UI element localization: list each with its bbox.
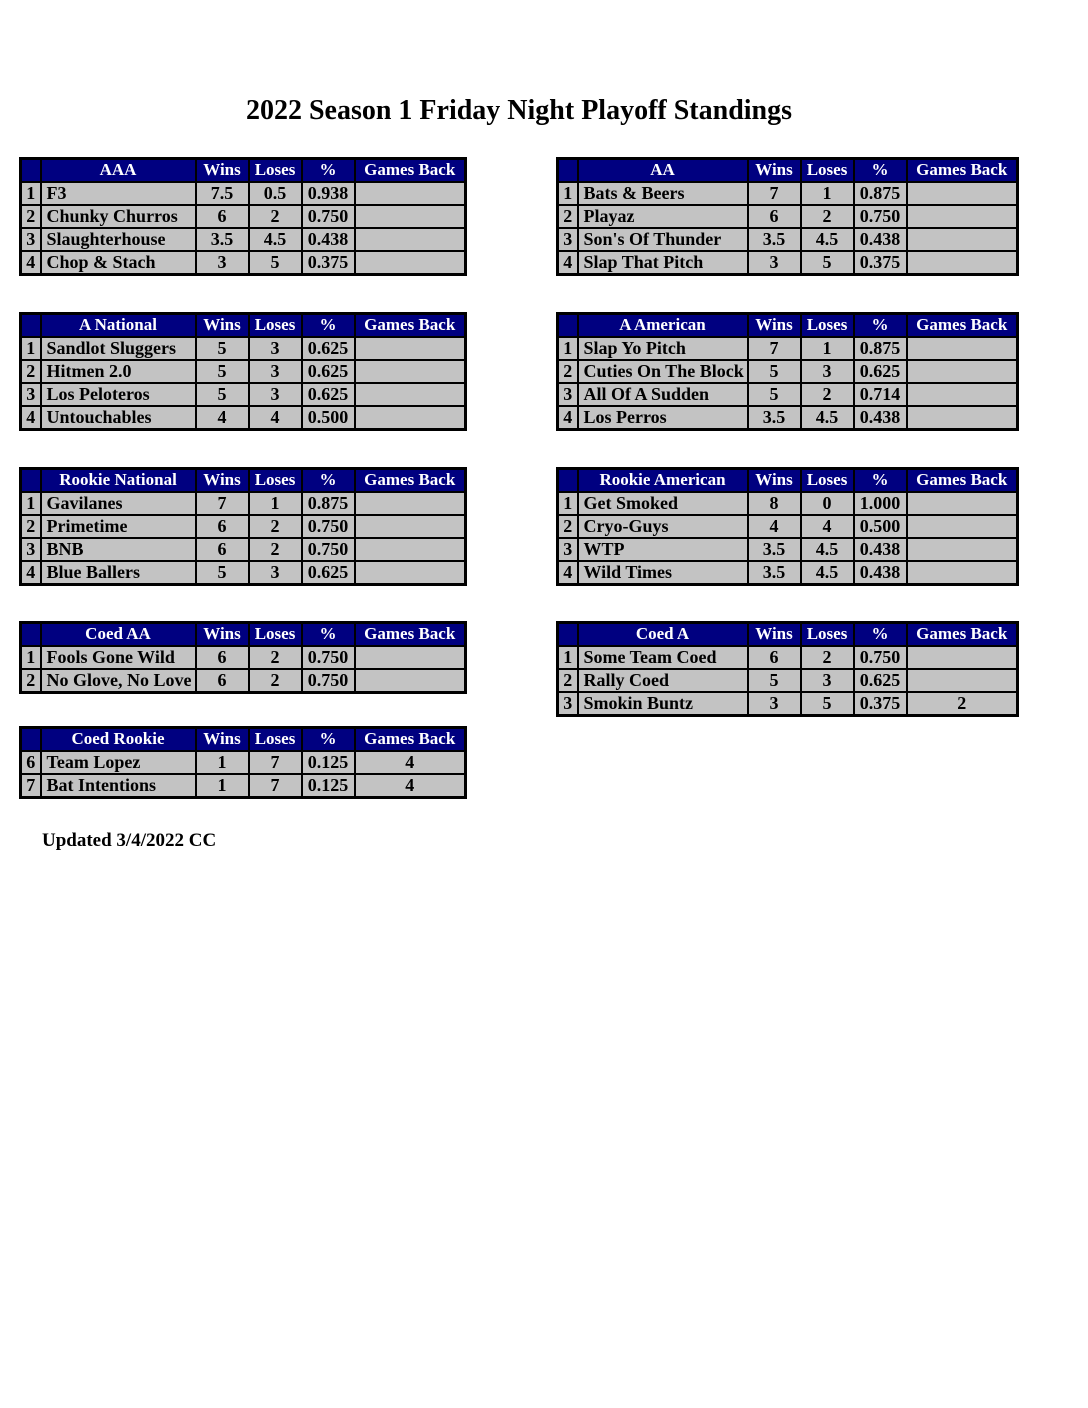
- loses-cell: 3: [801, 669, 854, 692]
- wins-cell: 7: [748, 337, 801, 360]
- games-back-cell: [907, 646, 1018, 669]
- table-row: [558, 669, 1018, 692]
- wins-cell: 5: [748, 360, 801, 383]
- standings-table-rookie-national: [19, 467, 467, 586]
- pct-cell: 0.750: [302, 515, 355, 538]
- games-back-cell: [355, 669, 466, 693]
- pct-cell: 0.375: [854, 692, 907, 716]
- table-row: [21, 205, 466, 228]
- pct-cell: 0.714: [854, 383, 907, 406]
- column-header-gb: Games Back: [355, 623, 466, 646]
- table-row: [21, 492, 466, 515]
- pct-cell: 0.500: [854, 515, 907, 538]
- table-row: [21, 182, 466, 205]
- table-row: [558, 182, 1018, 205]
- wins-cell: 3.5: [196, 228, 249, 251]
- loses-cell: 2: [249, 205, 302, 228]
- rank-cell: 3: [558, 383, 578, 406]
- rank-cell: 1: [558, 337, 578, 360]
- team-name-cell: Cryo-Guys: [578, 515, 748, 538]
- column-header-gb: Games Back: [355, 159, 466, 182]
- wins-cell: 3: [196, 251, 249, 275]
- team-name-cell: Sandlot Sluggers: [41, 337, 196, 360]
- games-back-cell: [355, 515, 466, 538]
- rank-cell: 4: [558, 251, 578, 275]
- loses-cell: 2: [801, 646, 854, 669]
- column-header-pct: %: [854, 159, 907, 182]
- standings-table-aa: [556, 157, 1019, 276]
- games-back-cell: [355, 561, 466, 585]
- wins-cell: 5: [196, 337, 249, 360]
- rank-cell: 1: [558, 182, 578, 205]
- rank-cell: 1: [21, 337, 41, 360]
- loses-cell: 7: [249, 774, 302, 798]
- team-name-cell: All Of A Sudden: [578, 383, 748, 406]
- rank-cell: 1: [21, 646, 41, 669]
- division-title: A American: [578, 314, 748, 337]
- games-back-cell: [355, 337, 466, 360]
- games-back-cell: [907, 251, 1018, 275]
- column-header-gb: Games Back: [907, 469, 1018, 492]
- team-name-cell: Son's Of Thunder: [578, 228, 748, 251]
- loses-cell: 4.5: [801, 228, 854, 251]
- loses-cell: 2: [249, 646, 302, 669]
- games-back-cell: [907, 561, 1018, 585]
- table-row: [558, 360, 1018, 383]
- division-title: A National: [41, 314, 196, 337]
- loses-cell: 7: [249, 751, 302, 774]
- column-header-gb: Games Back: [355, 728, 466, 751]
- rank-cell: 4: [558, 406, 578, 430]
- column-header-wins: Wins: [748, 469, 801, 492]
- pct-cell: 0.750: [302, 669, 355, 693]
- rank-cell: 2: [558, 669, 578, 692]
- wins-cell: 6: [196, 646, 249, 669]
- column-header-wins: Wins: [196, 728, 249, 751]
- pct-cell: 0.750: [302, 538, 355, 561]
- pct-cell: 0.750: [302, 205, 355, 228]
- team-name-cell: Fools Gone Wild: [41, 646, 196, 669]
- pct-cell: 0.875: [854, 182, 907, 205]
- column-header-rank: [21, 469, 41, 492]
- column-header-wins: Wins: [196, 623, 249, 646]
- team-name-cell: Slap That Pitch: [578, 251, 748, 275]
- pct-cell: 0.125: [302, 751, 355, 774]
- update-note: Updated 3/4/2022 CC: [42, 830, 217, 851]
- team-name-cell: F3: [41, 182, 196, 205]
- column-header-rank: [558, 159, 578, 182]
- pct-cell: 0.750: [302, 646, 355, 669]
- column-header-pct: %: [302, 728, 355, 751]
- games-back-cell: 2: [907, 692, 1018, 716]
- loses-cell: 4.5: [249, 228, 302, 251]
- standings-table-a-national: [19, 312, 467, 431]
- games-back-cell: [907, 205, 1018, 228]
- column-header-loses: Loses: [249, 469, 302, 492]
- team-name-cell: Wild Times: [578, 561, 748, 585]
- table-row: [558, 492, 1018, 515]
- team-name-cell: Gavilanes: [41, 492, 196, 515]
- rank-cell: 1: [21, 492, 41, 515]
- rank-cell: 2: [21, 205, 41, 228]
- column-header-gb: Games Back: [907, 159, 1018, 182]
- pct-cell: 0.438: [854, 406, 907, 430]
- rank-cell: 1: [21, 182, 41, 205]
- wins-cell: 3.5: [748, 561, 801, 585]
- games-back-cell: [907, 538, 1018, 561]
- games-back-cell: [355, 205, 466, 228]
- team-name-cell: BNB: [41, 538, 196, 561]
- wins-cell: 3.5: [748, 228, 801, 251]
- table-row: [21, 251, 466, 275]
- loses-cell: 3: [249, 360, 302, 383]
- team-name-cell: Primetime: [41, 515, 196, 538]
- table-row: [21, 561, 466, 585]
- column-header-rank: [558, 469, 578, 492]
- column-header-loses: Loses: [801, 469, 854, 492]
- rank-cell: 2: [558, 515, 578, 538]
- games-back-cell: [907, 669, 1018, 692]
- pct-cell: 0.438: [854, 228, 907, 251]
- games-back-cell: [355, 251, 466, 275]
- column-header-loses: Loses: [801, 314, 854, 337]
- games-back-cell: [355, 492, 466, 515]
- loses-cell: 3: [249, 383, 302, 406]
- wins-cell: 6: [748, 646, 801, 669]
- games-back-cell: [355, 406, 466, 430]
- pct-cell: 0.375: [302, 251, 355, 275]
- wins-cell: 6: [196, 538, 249, 561]
- division-title: Rookie American: [578, 469, 748, 492]
- header-row: [21, 314, 466, 337]
- column-header-wins: Wins: [748, 159, 801, 182]
- team-name-cell: Some Team Coed: [578, 646, 748, 669]
- column-header-gb: Games Back: [355, 314, 466, 337]
- team-name-cell: Slaughterhouse: [41, 228, 196, 251]
- rank-cell: 3: [558, 692, 578, 716]
- wins-cell: 5: [748, 669, 801, 692]
- rank-cell: 4: [21, 561, 41, 585]
- column-header-wins: Wins: [748, 623, 801, 646]
- wins-cell: 4: [196, 406, 249, 430]
- division-title: AA: [578, 159, 748, 182]
- column-header-loses: Loses: [249, 159, 302, 182]
- loses-cell: 2: [249, 515, 302, 538]
- column-header-wins: Wins: [748, 314, 801, 337]
- rank-cell: 1: [558, 646, 578, 669]
- column-header-loses: Loses: [801, 623, 854, 646]
- header-row: [558, 469, 1018, 492]
- rank-cell: 4: [21, 406, 41, 430]
- pct-cell: 0.625: [302, 360, 355, 383]
- table-row: [21, 538, 466, 561]
- loses-cell: 5: [801, 692, 854, 716]
- column-header-wins: Wins: [196, 159, 249, 182]
- loses-cell: 5: [249, 251, 302, 275]
- table-row: [21, 228, 466, 251]
- team-name-cell: Cuties On The Block: [578, 360, 748, 383]
- wins-cell: 6: [196, 669, 249, 693]
- table-row: [558, 692, 1018, 716]
- rank-cell: 6: [21, 751, 41, 774]
- table-row: [21, 383, 466, 406]
- games-back-cell: [907, 182, 1018, 205]
- pct-cell: 1.000: [854, 492, 907, 515]
- loses-cell: 4.5: [801, 561, 854, 585]
- team-name-cell: Rally Coed: [578, 669, 748, 692]
- wins-cell: 3.5: [748, 406, 801, 430]
- table-row: [21, 646, 466, 669]
- pct-cell: 0.438: [302, 228, 355, 251]
- column-header-wins: Wins: [196, 469, 249, 492]
- rank-cell: 3: [21, 383, 41, 406]
- loses-cell: 2: [249, 669, 302, 693]
- pct-cell: 0.625: [854, 669, 907, 692]
- pct-cell: 0.875: [854, 337, 907, 360]
- column-header-gb: Games Back: [907, 314, 1018, 337]
- loses-cell: 1: [249, 492, 302, 515]
- loses-cell: 2: [801, 205, 854, 228]
- pct-cell: 0.625: [302, 383, 355, 406]
- column-header-pct: %: [854, 469, 907, 492]
- column-header-rank: [21, 314, 41, 337]
- column-header-loses: Loses: [249, 728, 302, 751]
- column-header-wins: Wins: [196, 314, 249, 337]
- pct-cell: 0.438: [854, 538, 907, 561]
- loses-cell: 4: [801, 515, 854, 538]
- games-back-cell: [355, 360, 466, 383]
- pct-cell: 0.625: [302, 337, 355, 360]
- rank-cell: 1: [558, 492, 578, 515]
- table-row: [558, 251, 1018, 275]
- column-header-rank: [558, 623, 578, 646]
- team-name-cell: Untouchables: [41, 406, 196, 430]
- header-row: [21, 623, 466, 646]
- column-header-pct: %: [302, 314, 355, 337]
- standings-table-a-american: [556, 312, 1019, 431]
- team-name-cell: Slap Yo Pitch: [578, 337, 748, 360]
- table-row: [21, 751, 466, 774]
- pct-cell: 0.125: [302, 774, 355, 798]
- wins-cell: 7: [748, 182, 801, 205]
- column-header-loses: Loses: [801, 159, 854, 182]
- pct-cell: 0.750: [854, 205, 907, 228]
- team-name-cell: Bats & Beers: [578, 182, 748, 205]
- page-title: 2022 Season 1 Friday Night Playoff Standings: [245, 95, 793, 126]
- division-title: Coed A: [578, 623, 748, 646]
- rank-cell: 2: [21, 515, 41, 538]
- wins-cell: 7: [196, 492, 249, 515]
- pct-cell: 0.625: [302, 561, 355, 585]
- column-header-gb: Games Back: [355, 469, 466, 492]
- loses-cell: 3: [249, 561, 302, 585]
- games-back-cell: [907, 360, 1018, 383]
- wins-cell: 4: [748, 515, 801, 538]
- wins-cell: 6: [748, 205, 801, 228]
- loses-cell: 1: [801, 182, 854, 205]
- rank-cell: 2: [21, 669, 41, 693]
- wins-cell: 3: [748, 692, 801, 716]
- wins-cell: 1: [196, 751, 249, 774]
- pct-cell: 0.375: [854, 251, 907, 275]
- wins-cell: 5: [748, 383, 801, 406]
- loses-cell: 0.5: [249, 182, 302, 205]
- wins-cell: 3: [748, 251, 801, 275]
- team-name-cell: No Glove, No Love: [41, 669, 196, 693]
- table-row: [558, 538, 1018, 561]
- rank-cell: 3: [558, 228, 578, 251]
- column-header-rank: [21, 159, 41, 182]
- standings-table-coed-rookie: [19, 726, 467, 799]
- team-name-cell: WTP: [578, 538, 748, 561]
- games-back-cell: [355, 646, 466, 669]
- loses-cell: 2: [801, 383, 854, 406]
- column-header-loses: Loses: [249, 314, 302, 337]
- games-back-cell: [355, 182, 466, 205]
- division-title: Coed Rookie: [41, 728, 196, 751]
- table-row: [558, 561, 1018, 585]
- table-row: [558, 406, 1018, 430]
- games-back-cell: [907, 228, 1018, 251]
- table-row: [558, 646, 1018, 669]
- games-back-cell: [907, 337, 1018, 360]
- header-row: [558, 159, 1018, 182]
- wins-cell: 7.5: [196, 182, 249, 205]
- rank-cell: 4: [21, 251, 41, 275]
- header-row: [21, 728, 466, 751]
- header-row: [21, 469, 466, 492]
- column-header-rank: [21, 623, 41, 646]
- table-row: [21, 406, 466, 430]
- column-header-pct: %: [302, 159, 355, 182]
- games-back-cell: 4: [355, 774, 466, 798]
- standings-table-coed-aa: [19, 621, 467, 694]
- column-header-pct: %: [302, 469, 355, 492]
- games-back-cell: [355, 383, 466, 406]
- rank-cell: 4: [558, 561, 578, 585]
- table-row: [21, 774, 466, 798]
- team-name-cell: Playaz: [578, 205, 748, 228]
- table-row: [558, 515, 1018, 538]
- team-name-cell: Team Lopez: [41, 751, 196, 774]
- team-name-cell: Blue Ballers: [41, 561, 196, 585]
- table-row: [558, 337, 1018, 360]
- wins-cell: 8: [748, 492, 801, 515]
- table-row: [558, 205, 1018, 228]
- pct-cell: 0.875: [302, 492, 355, 515]
- pct-cell: 0.938: [302, 182, 355, 205]
- rank-cell: 2: [21, 360, 41, 383]
- standings-table-aaa: [19, 157, 467, 276]
- games-back-cell: 4: [355, 751, 466, 774]
- team-name-cell: Chunky Churros: [41, 205, 196, 228]
- column-header-gb: Games Back: [907, 623, 1018, 646]
- table-row: [558, 383, 1018, 406]
- pct-cell: 0.625: [854, 360, 907, 383]
- wins-cell: 6: [196, 515, 249, 538]
- rank-cell: 3: [21, 228, 41, 251]
- rank-cell: 3: [21, 538, 41, 561]
- games-back-cell: [907, 406, 1018, 430]
- header-row: [558, 314, 1018, 337]
- team-name-cell: Chop & Stach: [41, 251, 196, 275]
- division-title: AAA: [41, 159, 196, 182]
- rank-cell: 2: [558, 205, 578, 228]
- standings-table-rookie-american: [556, 467, 1019, 586]
- loses-cell: 4: [249, 406, 302, 430]
- wins-cell: 5: [196, 360, 249, 383]
- wins-cell: 5: [196, 561, 249, 585]
- wins-cell: 1: [196, 774, 249, 798]
- team-name-cell: Los Peloteros: [41, 383, 196, 406]
- loses-cell: 3: [249, 337, 302, 360]
- column-header-pct: %: [854, 623, 907, 646]
- standings-table-coed-a: [556, 621, 1019, 717]
- loses-cell: 4.5: [801, 406, 854, 430]
- rank-cell: 2: [558, 360, 578, 383]
- column-header-rank: [558, 314, 578, 337]
- wins-cell: 5: [196, 383, 249, 406]
- team-name-cell: Get Smoked: [578, 492, 748, 515]
- games-back-cell: [355, 538, 466, 561]
- loses-cell: 3: [801, 360, 854, 383]
- rank-cell: 3: [558, 538, 578, 561]
- pct-cell: 0.438: [854, 561, 907, 585]
- header-row: [558, 623, 1018, 646]
- division-title: Coed AA: [41, 623, 196, 646]
- games-back-cell: [907, 383, 1018, 406]
- pct-cell: 0.500: [302, 406, 355, 430]
- column-header-loses: Loses: [249, 623, 302, 646]
- loses-cell: 4.5: [801, 538, 854, 561]
- table-row: [21, 337, 466, 360]
- loses-cell: 0: [801, 492, 854, 515]
- team-name-cell: Smokin Buntz: [578, 692, 748, 716]
- column-header-pct: %: [302, 623, 355, 646]
- division-title: Rookie National: [41, 469, 196, 492]
- loses-cell: 5: [801, 251, 854, 275]
- table-row: [558, 228, 1018, 251]
- header-row: [21, 159, 466, 182]
- wins-cell: 6: [196, 205, 249, 228]
- table-row: [21, 515, 466, 538]
- team-name-cell: Los Perros: [578, 406, 748, 430]
- games-back-cell: [355, 228, 466, 251]
- rank-cell: 7: [21, 774, 41, 798]
- wins-cell: 3.5: [748, 538, 801, 561]
- games-back-cell: [907, 492, 1018, 515]
- team-name-cell: Bat Intentions: [41, 774, 196, 798]
- games-back-cell: [907, 515, 1018, 538]
- column-header-pct: %: [854, 314, 907, 337]
- team-name-cell: Hitmen 2.0: [41, 360, 196, 383]
- table-row: [21, 360, 466, 383]
- pct-cell: 0.750: [854, 646, 907, 669]
- loses-cell: 2: [249, 538, 302, 561]
- loses-cell: 1: [801, 337, 854, 360]
- column-header-rank: [21, 728, 41, 751]
- table-row: [21, 669, 466, 693]
